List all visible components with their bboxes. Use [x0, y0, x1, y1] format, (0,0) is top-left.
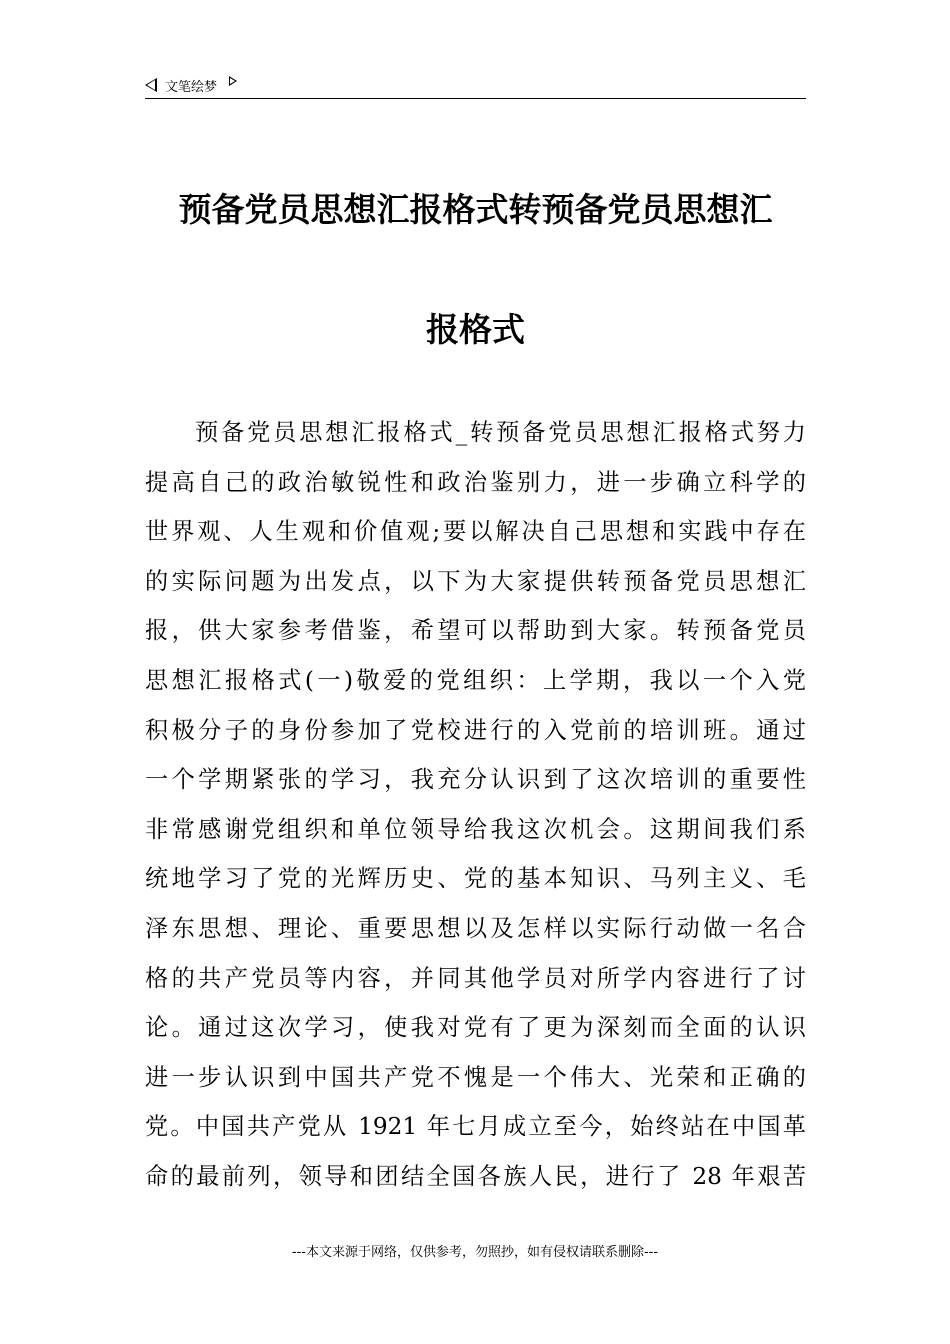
body-line: 世界观、人生观和价值观;要以解决自己思想和实践中存在	[145, 518, 806, 546]
body-line: 非常感谢党组织和单位领导给我这次机会。这期间我们系	[145, 815, 806, 843]
body-paragraph	[145, 408, 806, 1202]
title-line-2: 报格式	[426, 310, 525, 349]
triangle-right-icon	[229, 76, 237, 86]
body-line: 预备党员思想汇报格式_转预备党员思想汇报格式努力	[195, 419, 806, 446]
body-line: 泽东思想、理论、重要思想以及怎样以实际行动做一名合	[145, 914, 806, 942]
body-line: 命的最前列，领导和团结全国各族人民，进行了 28 年艰苦	[145, 1162, 806, 1190]
body-line: 提高自己的政治敏锐性和政治鉴别力，进一步确立科学的	[145, 468, 806, 496]
title-line-1: 预备党员思想汇报格式转预备党员思想汇	[178, 190, 773, 229]
body-line: 思想汇报格式(一)敬爱的党组织：上学期，我以一个入党	[145, 666, 806, 694]
body-line: 党。中国共产党从 1921 年七月成立至今，始终站在中国革	[145, 1113, 806, 1141]
page-header	[145, 72, 806, 99]
body-line: 进一步认识到中国共产党不愧是一个伟大、光荣和正确的	[145, 1063, 806, 1091]
body-line: 报，供大家参考借鉴，希望可以帮助到大家。转预备党员	[145, 617, 806, 645]
body-line: 统地学习了党的光辉历史、党的基本知识、马列主义、毛	[145, 865, 806, 893]
document-title	[145, 150, 806, 390]
header-brand: 文笔绘梦	[165, 79, 218, 95]
triangle-left-icon	[145, 78, 157, 92]
body-line: 格的共产党员等内容，并同其他学员对所学内容进行了讨	[145, 964, 806, 992]
body-line: 积极分子的身份参加了党校进行的入党前的培训班。通过	[145, 716, 806, 744]
body-line: 的实际问题为出发点，以下为大家提供转预备党员思想汇	[145, 567, 806, 595]
page-footer: ---本文来源于网络，仅供参考，勿照抄，如有侵权请联系删除---	[291, 1245, 659, 1260]
body-line: 论。通过这次学习，使我对党有了更为深刻而全面的认识	[145, 1014, 806, 1042]
body-line: 一个学期紧张的学习，我充分认识到了这次培训的重要性	[145, 766, 806, 794]
